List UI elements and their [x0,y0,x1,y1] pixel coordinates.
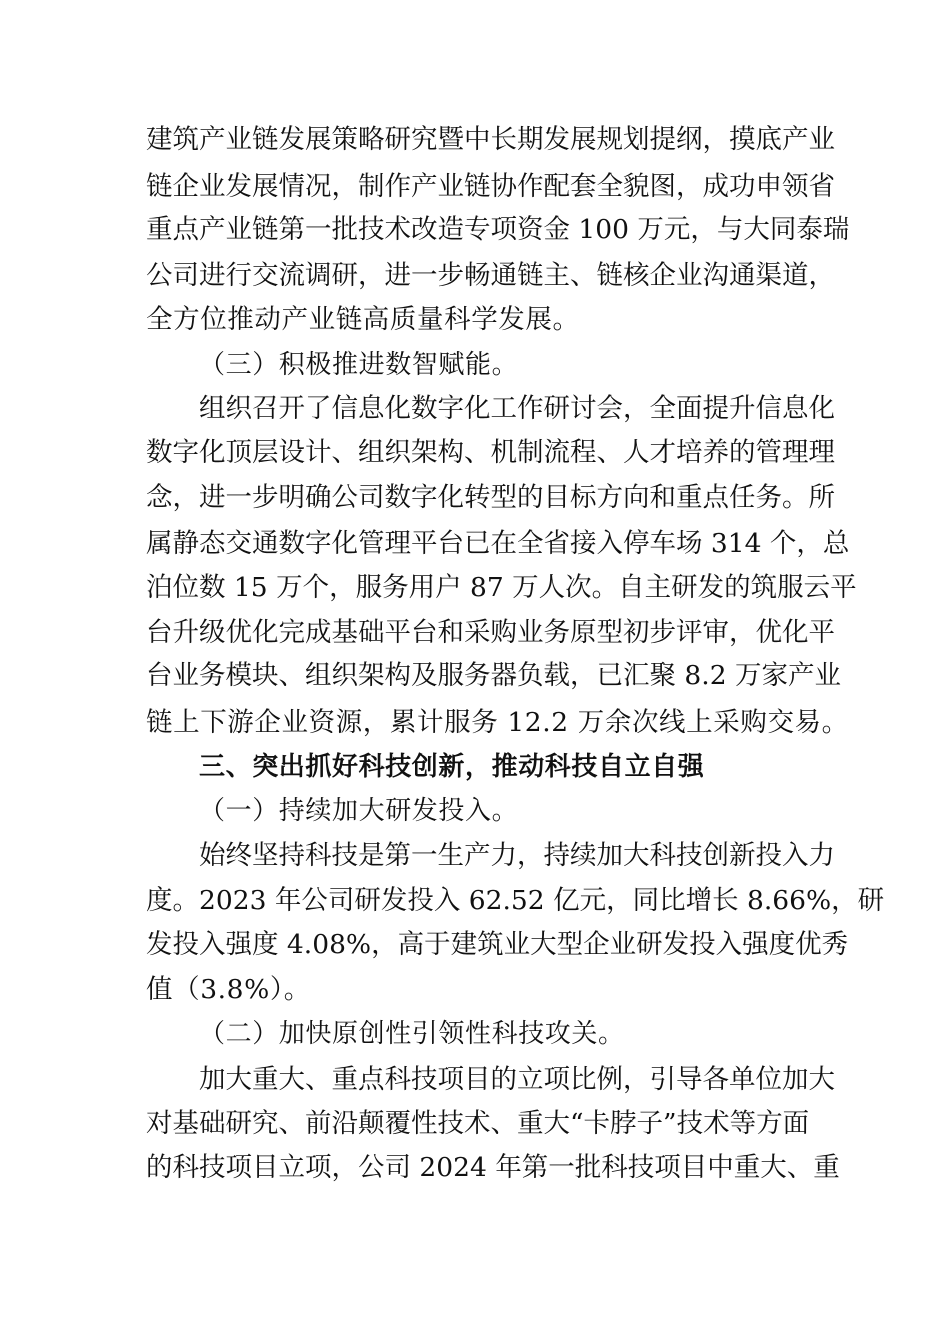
paragraph-line: 全方位推动产业链高质量科学发展。 [146,304,580,335]
paragraph-line: 公司进行交流调研，进一步畅通链主、链核企业沟通渠道， [146,260,835,291]
paragraph-line: 始终坚持科技是第一生产力，持续加大科技创新投入力 [199,840,835,871]
paragraph-line: 重点产业链第一批技术改造专项资金 100 万元，与大同泰瑞 [146,214,850,245]
paragraph-line: 度。2023 年公司研发投入 62.52 亿元，同比增长 8.66%，研 [146,885,885,916]
paragraph-line: 台业务模块、组织架构及服务器负载，已汇聚 8.2 万家产业 [146,660,841,691]
paragraph-line: 泊位数 15 万个，服务用户 87 万人次。自主研发的筑服云平 [146,572,857,603]
paragraph-line: 组织召开了信息化数字化工作研讨会，全面提升信息化 [199,393,835,424]
paragraph-line: 加大重大、重点科技项目的立项比例，引导各单位加大 [199,1064,835,1095]
paragraph-line: 的科技项目立项，公司 2024 年第一批科技项目中重大、重 [146,1152,840,1183]
paragraph-line: 属静态交通数字化管理平台已在全省接入停车场 314 个，总 [146,528,850,559]
section-subheading: （二）加快原创性引领性科技攻关。 [199,1019,625,1049]
paragraph-line: 建筑产业链发展策略研究暨中长期发展规划提纲，摸底产业 [146,124,835,155]
paragraph-line: 台升级优化完成基础平台和采购业务原型初步评审，优化平 [146,617,835,648]
paragraph-line: 念，进一步明确公司数字化转型的目标方向和重点任务。所 [146,482,835,513]
paragraph-line: 值（3.8%）。 [146,974,311,1005]
section-heading: 三、突出抓好科技创新，推动科技自立自强 [199,752,705,782]
paragraph-line: 发投入强度 4.08%，高于建筑业大型企业研发投入强度优秀 [146,929,849,960]
paragraph-line: 链上下游企业资源，累计服务 12.2 万余次线上采购交易。 [146,707,849,738]
paragraph-line: 对基础研究、前沿颠覆性技术、重大“卡脖子”技术等方面 [146,1108,810,1139]
paragraph-line: 数字化顶层设计、组织架构、机制流程、人才培养的管理理 [146,437,835,468]
section-subheading: （一）持续加大研发投入。 [199,796,519,826]
section-subheading: （三）积极推进数智赋能。 [199,350,519,380]
paragraph-line: 链企业发展情况，制作产业链协作配套全貌图，成功申领省 [146,171,835,202]
